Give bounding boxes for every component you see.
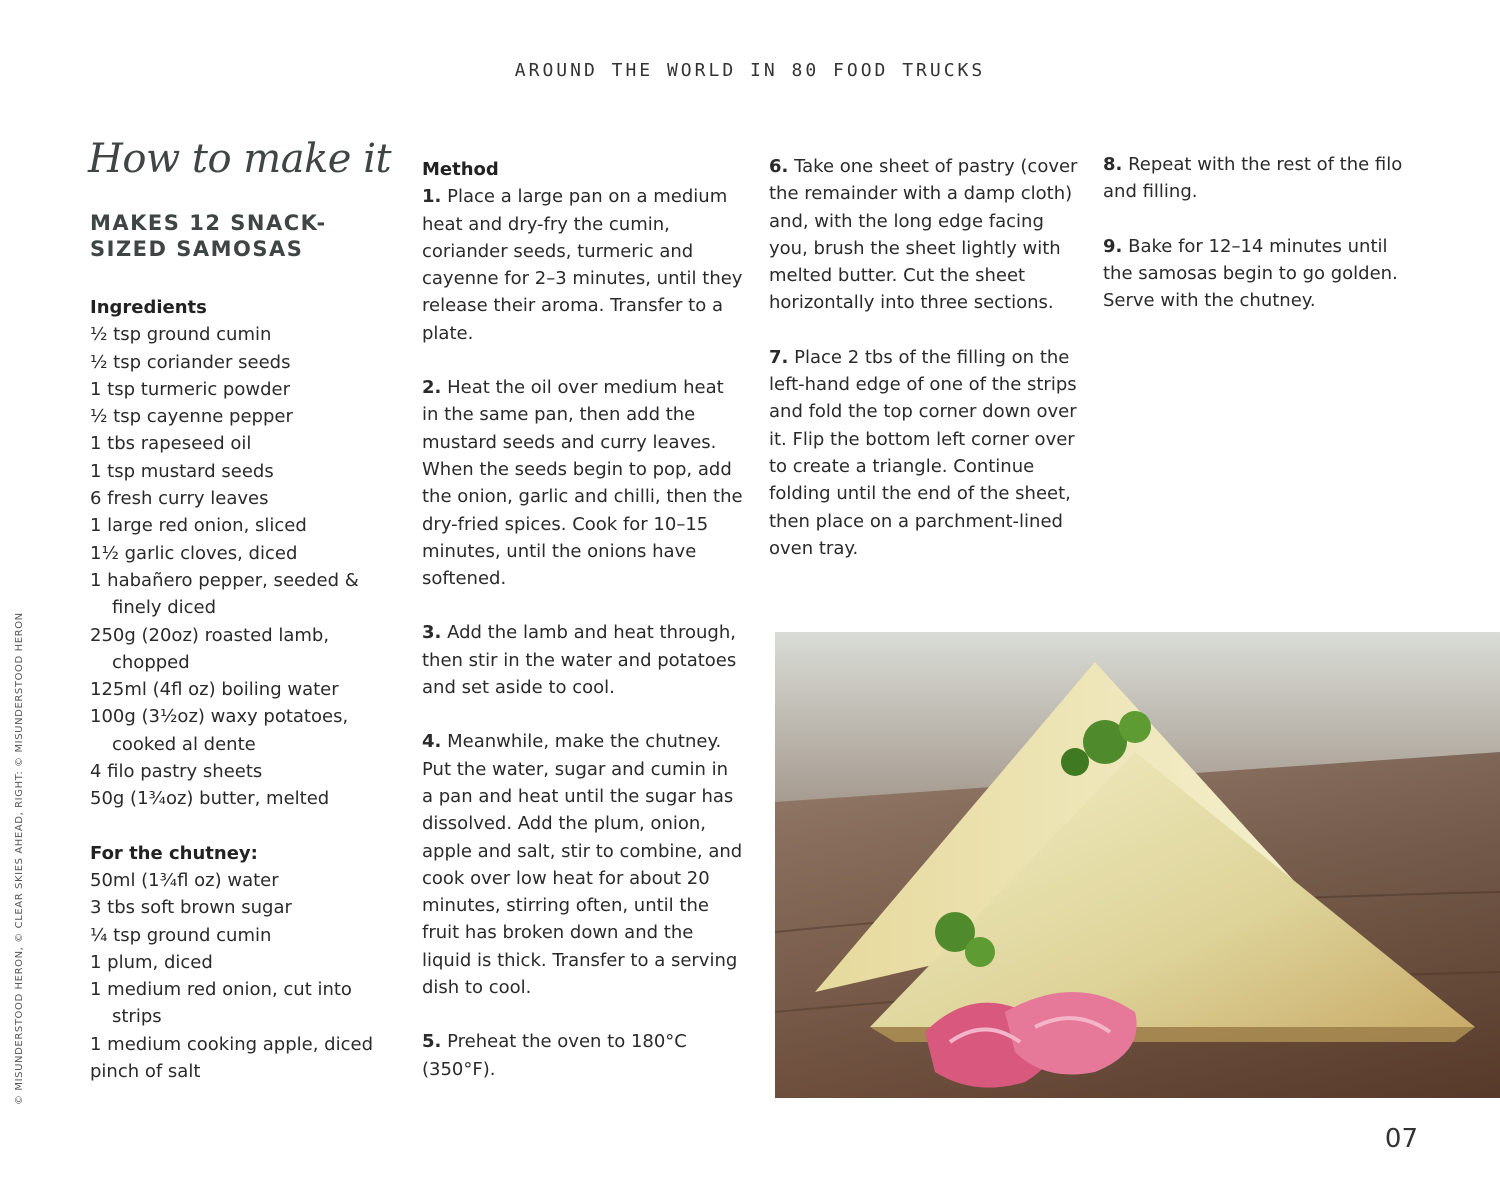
step-number: 1.	[422, 186, 442, 208]
samosa-photo	[775, 632, 1500, 1098]
chutney-item: 3 tbs soft brown sugar	[90, 897, 292, 919]
ingredient-item: 1 large red onion, sliced	[90, 515, 307, 537]
ingredient-item: 100g (3½oz) waxy potatoes, cooked al dente	[90, 706, 349, 755]
ingredients-column	[90, 294, 390, 1085]
step-number: 4.	[422, 731, 442, 753]
method-column-3	[1103, 151, 1421, 314]
step-number: 8.	[1103, 154, 1123, 175]
chutney-item: ¼ tsp ground cumin	[90, 924, 272, 946]
step-text: Heat the oil over medium heat in the same pan, then add the mustard seeds and curry leaves. When the seeds begin to pop, add the onion, garlic and chilli, then the dry-fried spices. Cook for 10–15 minutes, until the onions have softened.	[422, 377, 743, 590]
step-text: Meanwhile, make the chutney. Put the water, sugar and cumin in a pan and heat until the sugar has dissolved. Add the plum, onion, apple and salt, stir to combine, and cook over low heat for about 20 minutes, stirring often, until the fruit has broken down and the liquid is thick. Transfer to a serving dish to cool.	[422, 731, 743, 999]
method-heading: Method	[422, 159, 499, 180]
ingredient-item: 1 tsp mustard seeds	[90, 460, 274, 482]
method-step-4	[422, 728, 744, 1001]
chutney-heading: For the chutney:	[90, 842, 258, 864]
ingredient-item: 6 fresh curry leaves	[90, 488, 269, 510]
step-number: 3.	[422, 622, 442, 644]
chutney-list	[90, 867, 390, 1085]
method-column-1	[422, 156, 744, 1083]
method-step-9	[1103, 233, 1421, 315]
running-head: AROUND THE WORLD IN 80 FOOD TRUCKS	[514, 60, 986, 81]
ingredient-item: 50g (1¾oz) butter, melted	[90, 788, 330, 810]
step-text: Add the lamb and heat through, then stir in the water and potatoes and set aside to cool.	[422, 622, 737, 699]
ingredient-item: 125ml (4fl oz) boiling water	[90, 679, 339, 701]
ingredient-item: ½ tsp coriander seeds	[90, 351, 291, 373]
ingredient-item: 1 habañero pepper, seeded & finely diced	[90, 569, 359, 619]
ingredient-item: 250g (20oz) roasted lamb, chopped	[90, 624, 330, 673]
ingredient-item: 4 filo pastry sheets	[90, 761, 263, 783]
step-number: 2.	[422, 377, 442, 399]
ingredient-item: 1 tsp turmeric powder	[90, 378, 290, 400]
recipe-section-title: How to make it	[88, 136, 392, 182]
step-number: 6.	[769, 156, 789, 177]
chutney-item: 1 plum, diced	[90, 951, 213, 973]
ingredients-list	[90, 321, 390, 812]
page-number: 07	[1384, 1124, 1418, 1154]
step-number: 9.	[1103, 235, 1123, 257]
ingredient-item: 1½ garlic cloves, diced	[90, 542, 298, 564]
ingredient-item: 1 tbs rapeseed oil	[90, 433, 252, 455]
method-step-2	[422, 374, 744, 592]
step-text: Repeat with the rest of the filo and filling.	[1103, 154, 1403, 203]
method-column-2	[769, 153, 1079, 562]
method-step-6	[769, 153, 1079, 317]
chutney-item: pinch of salt	[90, 1061, 201, 1083]
ingredient-item: ½ tsp ground cumin	[90, 324, 272, 346]
chutney-item: 1 medium cooking apple, diced	[90, 1033, 373, 1055]
photo-credit: © MISUNDERSTOOD HERON, © CLEAR SKIES AHEAD, RIGHT: © MISUNDERSTOOD HERON	[14, 612, 25, 1105]
step-text: Preheat the oven to 180°C (350°F).	[422, 1031, 687, 1080]
step-number: 7.	[769, 346, 789, 368]
step-text: Take one sheet of pastry (cover the remainder with a damp cloth) and, with the long edge facing you, brush the sheet lightly with melted butter. Cut the sheet horizontally into three sections.	[769, 156, 1078, 314]
step-text: Bake for 12–14 minutes until the samosas begin to go golden. Serve with the chutney.	[1103, 235, 1398, 312]
method-step-5	[422, 1028, 744, 1083]
method-step-8	[1103, 151, 1421, 206]
method-step-7	[769, 344, 1079, 562]
recipe-yield: MAKES 12 SNACK-SIZED SAMOSAS	[90, 211, 327, 261]
ingredient-item: ½ tsp cayenne pepper	[90, 406, 293, 428]
chutney-item: 1 medium red onion, cut into strips	[90, 979, 352, 1028]
method-step-1	[422, 183, 744, 347]
method-step-3	[422, 619, 744, 701]
step-text: Place a large pan on a medium heat and dry-fry the cumin, coriander seeds, turmeric and cayenne for 2–3 minutes, until they release their aroma. Transfer to a plate.	[422, 186, 743, 344]
chutney-item: 50ml (1¾fl oz) water	[90, 869, 279, 891]
step-text: Place 2 tbs of the filling on the left-hand edge of one of the strips and fold the top corner down over it. Flip the bottom left corner over to create a triangle. Continue folding until the end of the sheet, then place on a parchment-lined oven tray.	[769, 346, 1077, 559]
ingredients-heading: Ingredients	[90, 297, 207, 318]
step-number: 5.	[422, 1031, 442, 1053]
